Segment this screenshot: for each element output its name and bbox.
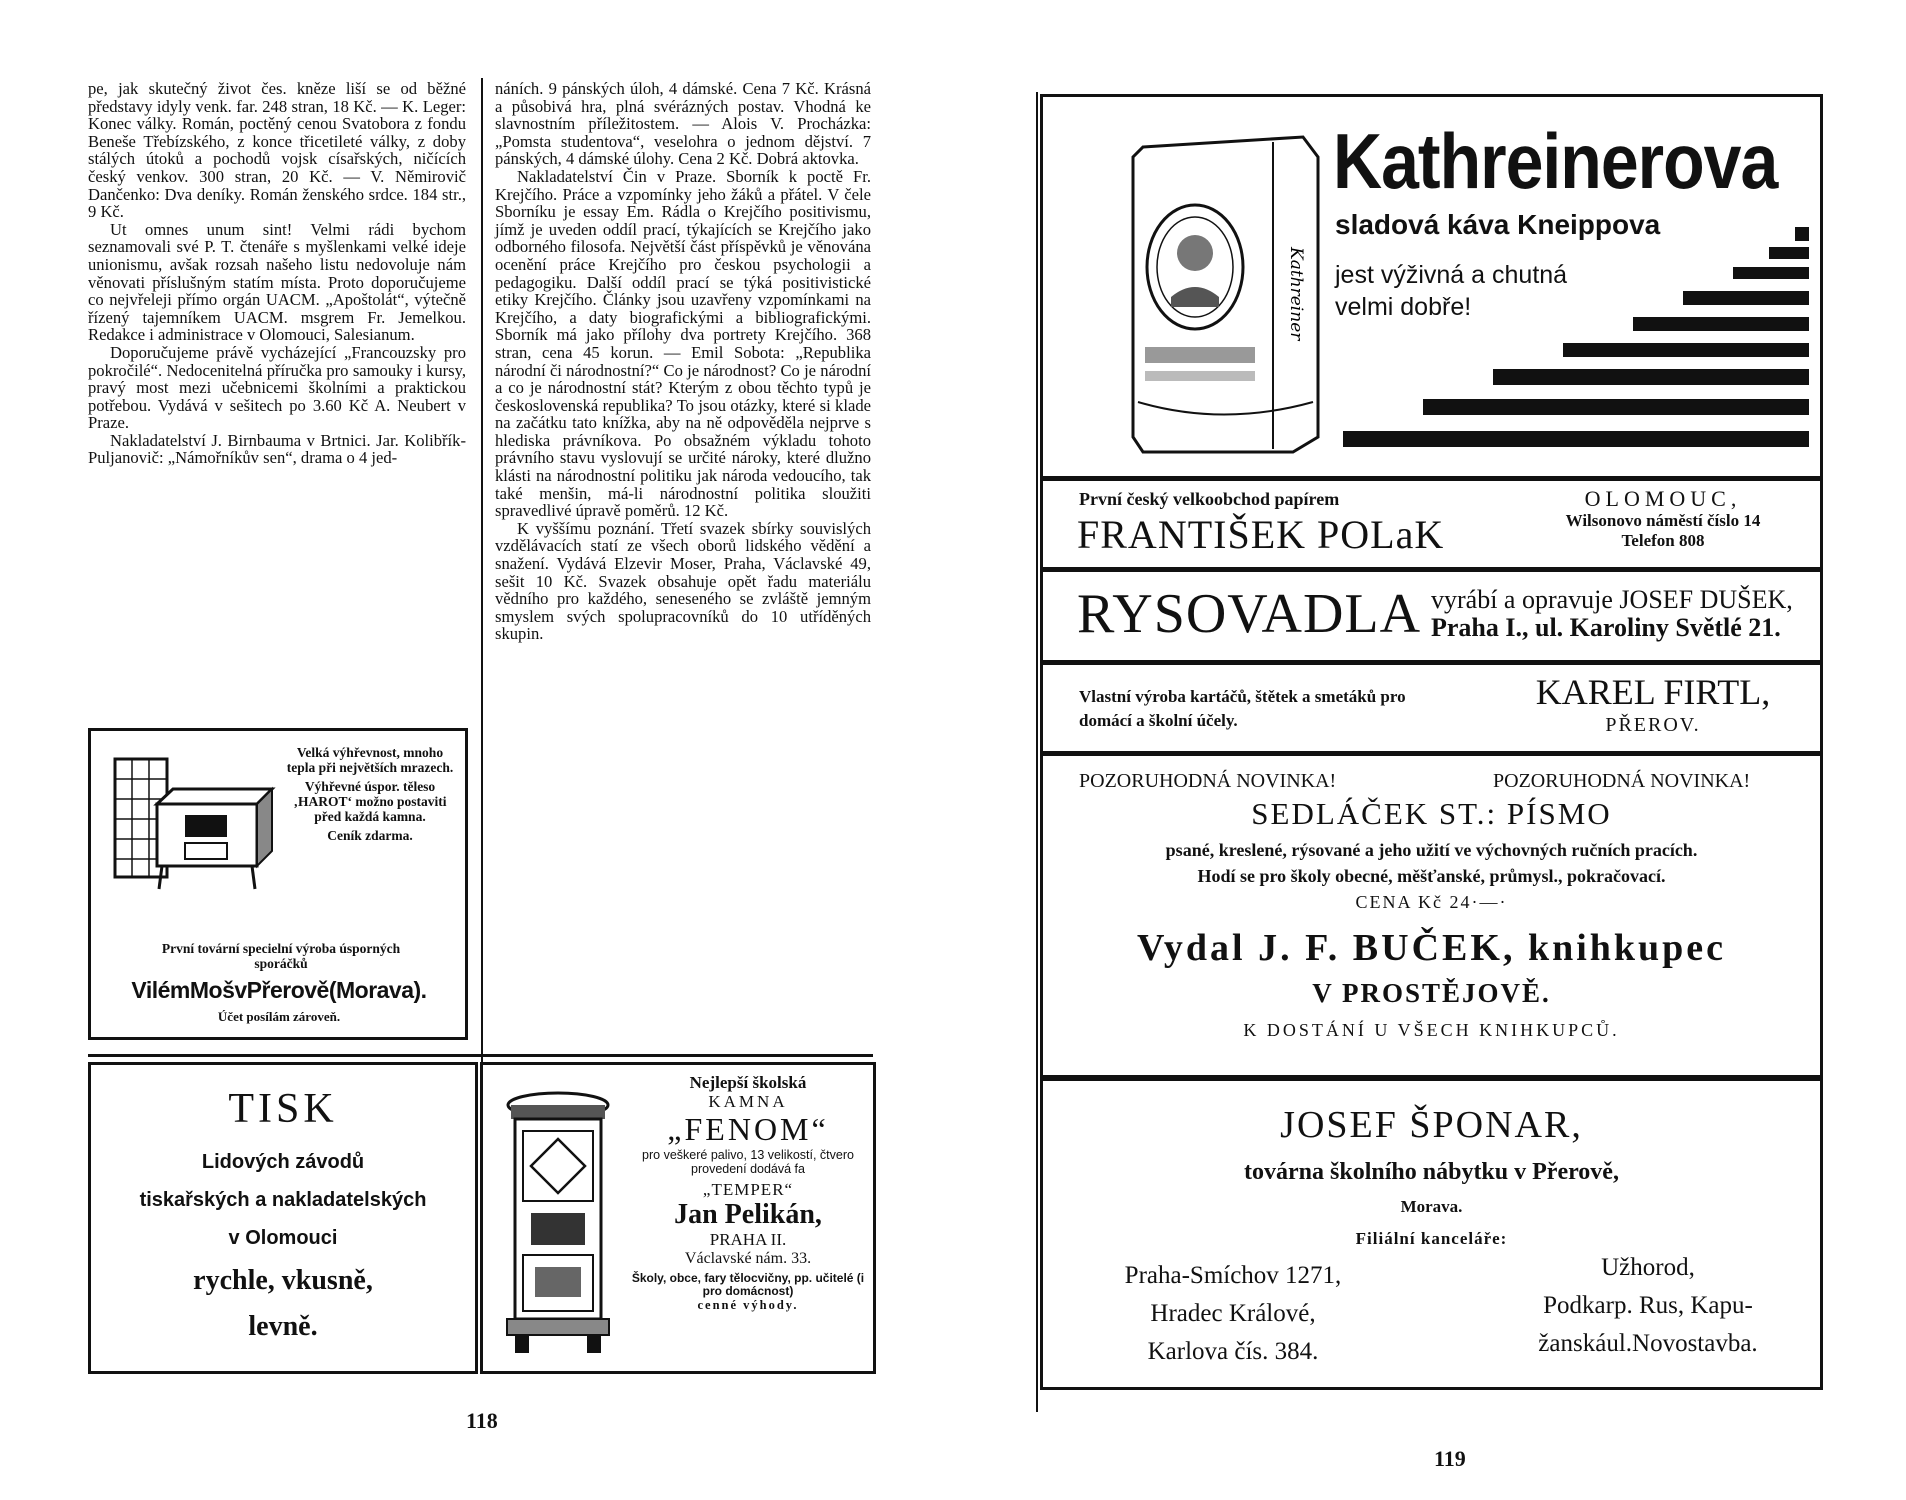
ad-mos-tagline: První tovární specielní výroba úsporných sporáčků bbox=[161, 941, 401, 971]
paragraph: pe, jak skutečný život čes. kněze liší se od běžné představy idyly venk. far. 248 stran, 18 Kč. — K. Leger: Konec války. Román, poctěný cenou Svatobora z fondu Beneše Třebízského, z konce třicetileté války, z doby stálých útoků a pochodů vojsk císařských, ničících český venkov. 300 stran, 20 Kč. — V. Němirovič Dančenko: Dva deníky. Román ženského srdce. 184 str., 9 Kč. bbox=[88, 79, 466, 222]
ad-tisk-line: Lidových závodů bbox=[201, 1151, 365, 1173]
ad-sponar-right-line: žanskául.Novostavba. bbox=[1538, 1330, 1758, 1357]
coffee-package-icon bbox=[1123, 127, 1333, 457]
ad-mos-name: VilémMošvPřerově(Morava). bbox=[131, 977, 427, 1003]
ad-firtl-city: PŘEROV. bbox=[1605, 714, 1701, 736]
ad-fenom-brand: „FENOM“ bbox=[667, 1111, 829, 1147]
ad-polak-name: FRANTIŠEK POLaK bbox=[1077, 512, 1445, 557]
ad-fenom bbox=[480, 1062, 876, 1374]
ad-sedlacek-line: psané, kreslené, rýsované a jeho užití ve výchovných ručních pracích. bbox=[1165, 840, 1698, 860]
ad-sedlacek-right: POZORUHODNÁ NOVINKA! bbox=[1493, 770, 1751, 792]
ad-sponar-line: továrna školního nábytku v Přerově, bbox=[1244, 1159, 1619, 1185]
page-number-right: 119 bbox=[1434, 1446, 1466, 1471]
ad-sponar-right-line: Užhorod, bbox=[1601, 1254, 1695, 1281]
paragraph: Nakladatelství J. Birnbauma v Brtnici. Jar. Kolibřík-Puljanovič: „Námořníkův sen“, drama o 4 jed- bbox=[88, 430, 466, 468]
ad-mos-line: Ceník zdarma. bbox=[327, 828, 413, 843]
ad-firtl-text: Vlastní výroba kartáčů, štětek a smetáků pro domácí a školní účely. bbox=[1079, 687, 1406, 730]
ad-fenom-line: Václavské nám. 33. bbox=[684, 1250, 812, 1267]
text-column-2 bbox=[495, 80, 871, 643]
ad-fenom-line: „TEMPER“ bbox=[702, 1180, 794, 1199]
ad-rysovadla-line: Praha I., ul. Karoliny Světlé 21. bbox=[1431, 613, 1781, 642]
ad-polak-city: OLOMOUC, bbox=[1584, 486, 1742, 511]
ad-mos-note: Účet posílám zároveň. bbox=[217, 1009, 341, 1024]
ad-tisk-line: v Olomouci bbox=[228, 1227, 338, 1249]
paragraph: náních. 9 pánských úloh, 4 dámské. Cena 7 Kč. Krásná a působivá hra, plná svérázných postav. Vhodná ke slavnostním příležitostem. — Alois V. Procházka: „Pomsta studentova“, veselohra o jednom dějství. 7 pánských, 4 dámské úlohy. Cena 2 Kč. Dobrá aktovka. bbox=[495, 79, 871, 169]
ad-sponar-line: Filiální kanceláře: bbox=[1355, 1229, 1508, 1248]
ad-fenom-line: pro veškeré palivo, 13 velikostí, čtvero provedení dodává fa bbox=[642, 1148, 854, 1176]
ad-sponar-title: JOSEF ŠPONAR, bbox=[1280, 1104, 1583, 1146]
ad-polak bbox=[1040, 478, 1823, 570]
paragraph: Doporučujeme právě vycházející „Francouzsky pro pokročilé“. Nedocenitelná příručka pro samouky i kursy, pravý most mezi učebnicemi školními a praktickou potřebou. Vydává v sešitech po 3.60 Kč A. Neubert v Praze. bbox=[88, 342, 466, 433]
package-label: Kathreiner bbox=[1286, 247, 1306, 341]
ad-sedlacek-publisher: Vydal J. F. BUČEK, knihkupec bbox=[1136, 927, 1727, 969]
ad-tisk-line: tiskařských a nakladatelských bbox=[139, 1189, 427, 1211]
ad-kathreiner-tag: jest výživná a chutná bbox=[1335, 261, 1568, 289]
ad-sedlacek-price: CENA Kč 24·—· bbox=[1355, 892, 1508, 912]
ad-sponar-left-line: Karlova čís. 384. bbox=[1147, 1338, 1319, 1365]
ad-rysovadla-line: vyrábí a opravuje JOSEF DUŠEK, bbox=[1431, 585, 1793, 614]
tiled-stove-icon bbox=[501, 1087, 616, 1357]
column-divider bbox=[481, 78, 483, 1078]
ad-sedlacek-city: V PROSTĚJOVĚ. bbox=[1312, 978, 1551, 1008]
horizontal-rule bbox=[88, 1054, 873, 1057]
ad-mos-line: Velká výhřevnost, mnoho tepla při největších mrazech. bbox=[286, 745, 454, 775]
ad-mos-stoves bbox=[88, 728, 468, 1040]
ad-sedlacek-avail: K DOSTÁNÍ U VŠECH KNIHKUPCŮ. bbox=[1243, 1020, 1620, 1040]
ad-polak-tel: Telefon 808 bbox=[1621, 531, 1705, 550]
ad-mos-line: Výhřevné úspor. těleso ‚HAROT‘ možno postaviti před každá kamna. bbox=[293, 779, 447, 824]
ad-polak-addr: Wilsonovo náměstí číslo 14 bbox=[1565, 511, 1761, 530]
ad-fenom-line: cenné výhody. bbox=[697, 1298, 799, 1312]
paragraph: K vyššímu poznání. Třetí svazek sbírky souvislých vzdělávacích statí ze všech oborů lidského vědění a snažení. Vydává Elzevir Moser, Praha, Václavské 49, sešit 10 Kč. Svazek obsahuje opět řadu materiálu vědního pro každého, seneseného se zvláště jemným smyslem svých spolupracovníků do 10 utříděných skupin. bbox=[495, 518, 871, 644]
ad-sponar-right-line: Podkarp. Rus, Kapu- bbox=[1543, 1292, 1753, 1319]
ad-sedlacek-left: POZORUHODNÁ NOVINKA! bbox=[1079, 770, 1337, 792]
ad-polak-top: První český velkoobchod papírem bbox=[1079, 489, 1340, 509]
ad-sedlacek bbox=[1040, 753, 1823, 1078]
ad-fenom-line: PRAHA II. bbox=[709, 1230, 787, 1249]
ad-fenom-line: Školy, obce, fary tělocvičny, pp. učitelé (i pro domácnost) bbox=[631, 1271, 865, 1298]
ad-fenom-name: Jan Pelikán, bbox=[674, 1199, 822, 1230]
paragraph: Ut omnes unum sint! Velmi rádi bychom seznamovali své P. T. čtenáře s myšlenkami velké ideje unionismu, avšak rozsah našeho listu nedovoluje nám věnovati příslušným statím místa. Proto doporučujeme co nejvřeleji přímo orgán UACM. „Apoštolát“, výtečně řízený tajemníkem UACM. msgrem Fr. Jemelkou. Redakce i administrace v Olomouci, Salesianum. bbox=[88, 219, 466, 345]
ad-sponar-left-line: Hradec Králové, bbox=[1150, 1300, 1316, 1327]
ad-sponar bbox=[1040, 1078, 1823, 1390]
ad-kathreiner-tag: velmi dobře! bbox=[1335, 293, 1472, 321]
ad-rysovadla bbox=[1040, 569, 1823, 663]
ad-tisk-line: levně. bbox=[248, 1311, 318, 1342]
ad-fenom-line: KAMNA bbox=[708, 1092, 788, 1111]
ad-firtl bbox=[1040, 662, 1823, 754]
ad-tisk bbox=[88, 1062, 478, 1374]
ad-sedlacek-title: SEDLÁČEK ST.: PÍSMO bbox=[1251, 796, 1612, 831]
stair-bars-decoration bbox=[1343, 227, 1813, 472]
stove-illustration-icon bbox=[107, 749, 277, 899]
ad-rysovadla-title: RYSOVADLA bbox=[1077, 583, 1422, 645]
ad-tisk-title: TISK bbox=[228, 1086, 338, 1132]
page-number-left: 118 bbox=[466, 1408, 498, 1433]
page-gutter bbox=[1036, 92, 1038, 1412]
text-column-1 bbox=[88, 80, 466, 467]
ad-sedlacek-line: Hodí se pro školy obecné, měšťanské, průmysl., pokračovací. bbox=[1197, 866, 1666, 886]
ad-sponar-left-line: Praha-Smíchov 1271, bbox=[1124, 1262, 1342, 1289]
paragraph: Nakladatelství Čin v Praze. Sborník k poctě Fr. Krejčího. Práce a vzpomínky jeho žáků a přátel. V čele Sborníku je essay Em. Rádla o Krejčího positivismu, jímž je uveden oddíl prací, týkajících se Krejčího jako odborného filosofa. Největší část příspěvků je věnována ocenění práce Krejčího pro českou psychologii a pedagogiku. Další oddíl prací se týká positivistické etiky Krejčího. Články jsou uzavřeny vzpomínkami na Krejčího, a daty biografickými a bibliografickými. Sborník má jako přílohy dva portrety Krejčího. 368 stran, cena 45 korun. — Emil Sobota: „Republika národní či národnostní?“ Co je národnost? Co je národní a co je národnostní stát? Kterým z obou těchto typů je československá republika? To jsou otázky, které si klade na začátku tato knížka, aby na ně odpověděla nejprve s hlediska právníkova. Po obsažném výkladu tohoto právního stavu vyslovují se určité nároky, které dlužno klásti na národnostní politiku jak národa vedoucího, tak také menšin, má-li národnostní politika sloužiti spravedlivé úpravě poměrů. 12 Kč. bbox=[495, 166, 871, 521]
ad-firtl-name: KAREL FIRTL, bbox=[1535, 672, 1771, 712]
ad-sponar-line: Morava. bbox=[1400, 1197, 1463, 1216]
ad-kathreiner-brand: Kathreinerova bbox=[1333, 117, 1778, 206]
ad-kathreiner-sub: sladová káva Kneippova bbox=[1335, 209, 1661, 240]
ad-tisk-line: rychle, vkusně, bbox=[193, 1265, 373, 1296]
ad-kathreiner bbox=[1040, 94, 1823, 479]
ad-fenom-line: Nejlepší školská bbox=[689, 1073, 807, 1092]
